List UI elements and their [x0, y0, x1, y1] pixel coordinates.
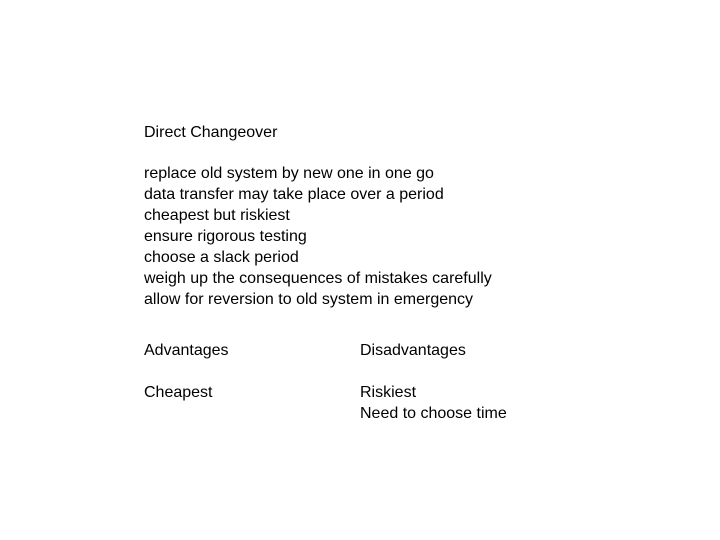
disadvantage-item: Need to choose time [360, 405, 507, 422]
point-item: data transfer may take place over a period [144, 186, 444, 203]
point-item: choose a slack period [144, 249, 299, 266]
point-item: ensure rigorous testing [144, 228, 307, 245]
disadvantages-list [360, 382, 507, 424]
disadvantage-item: Riskiest [360, 384, 417, 401]
point-item: cheapest but riskiest [144, 207, 290, 224]
point-item: allow for reversion to old system in emergency [144, 291, 474, 308]
points-list [144, 163, 492, 310]
advantage-item: Cheapest [144, 384, 213, 401]
advantages-list [144, 382, 213, 403]
disadvantages-heading: Disadvantages [360, 342, 466, 359]
advantages-heading: Advantages [144, 342, 229, 359]
point-item: replace old system by new one in one go [144, 165, 434, 182]
point-item: weigh up the consequences of mistakes carefully [144, 270, 492, 287]
slide-title: Direct Changeover [144, 124, 278, 141]
